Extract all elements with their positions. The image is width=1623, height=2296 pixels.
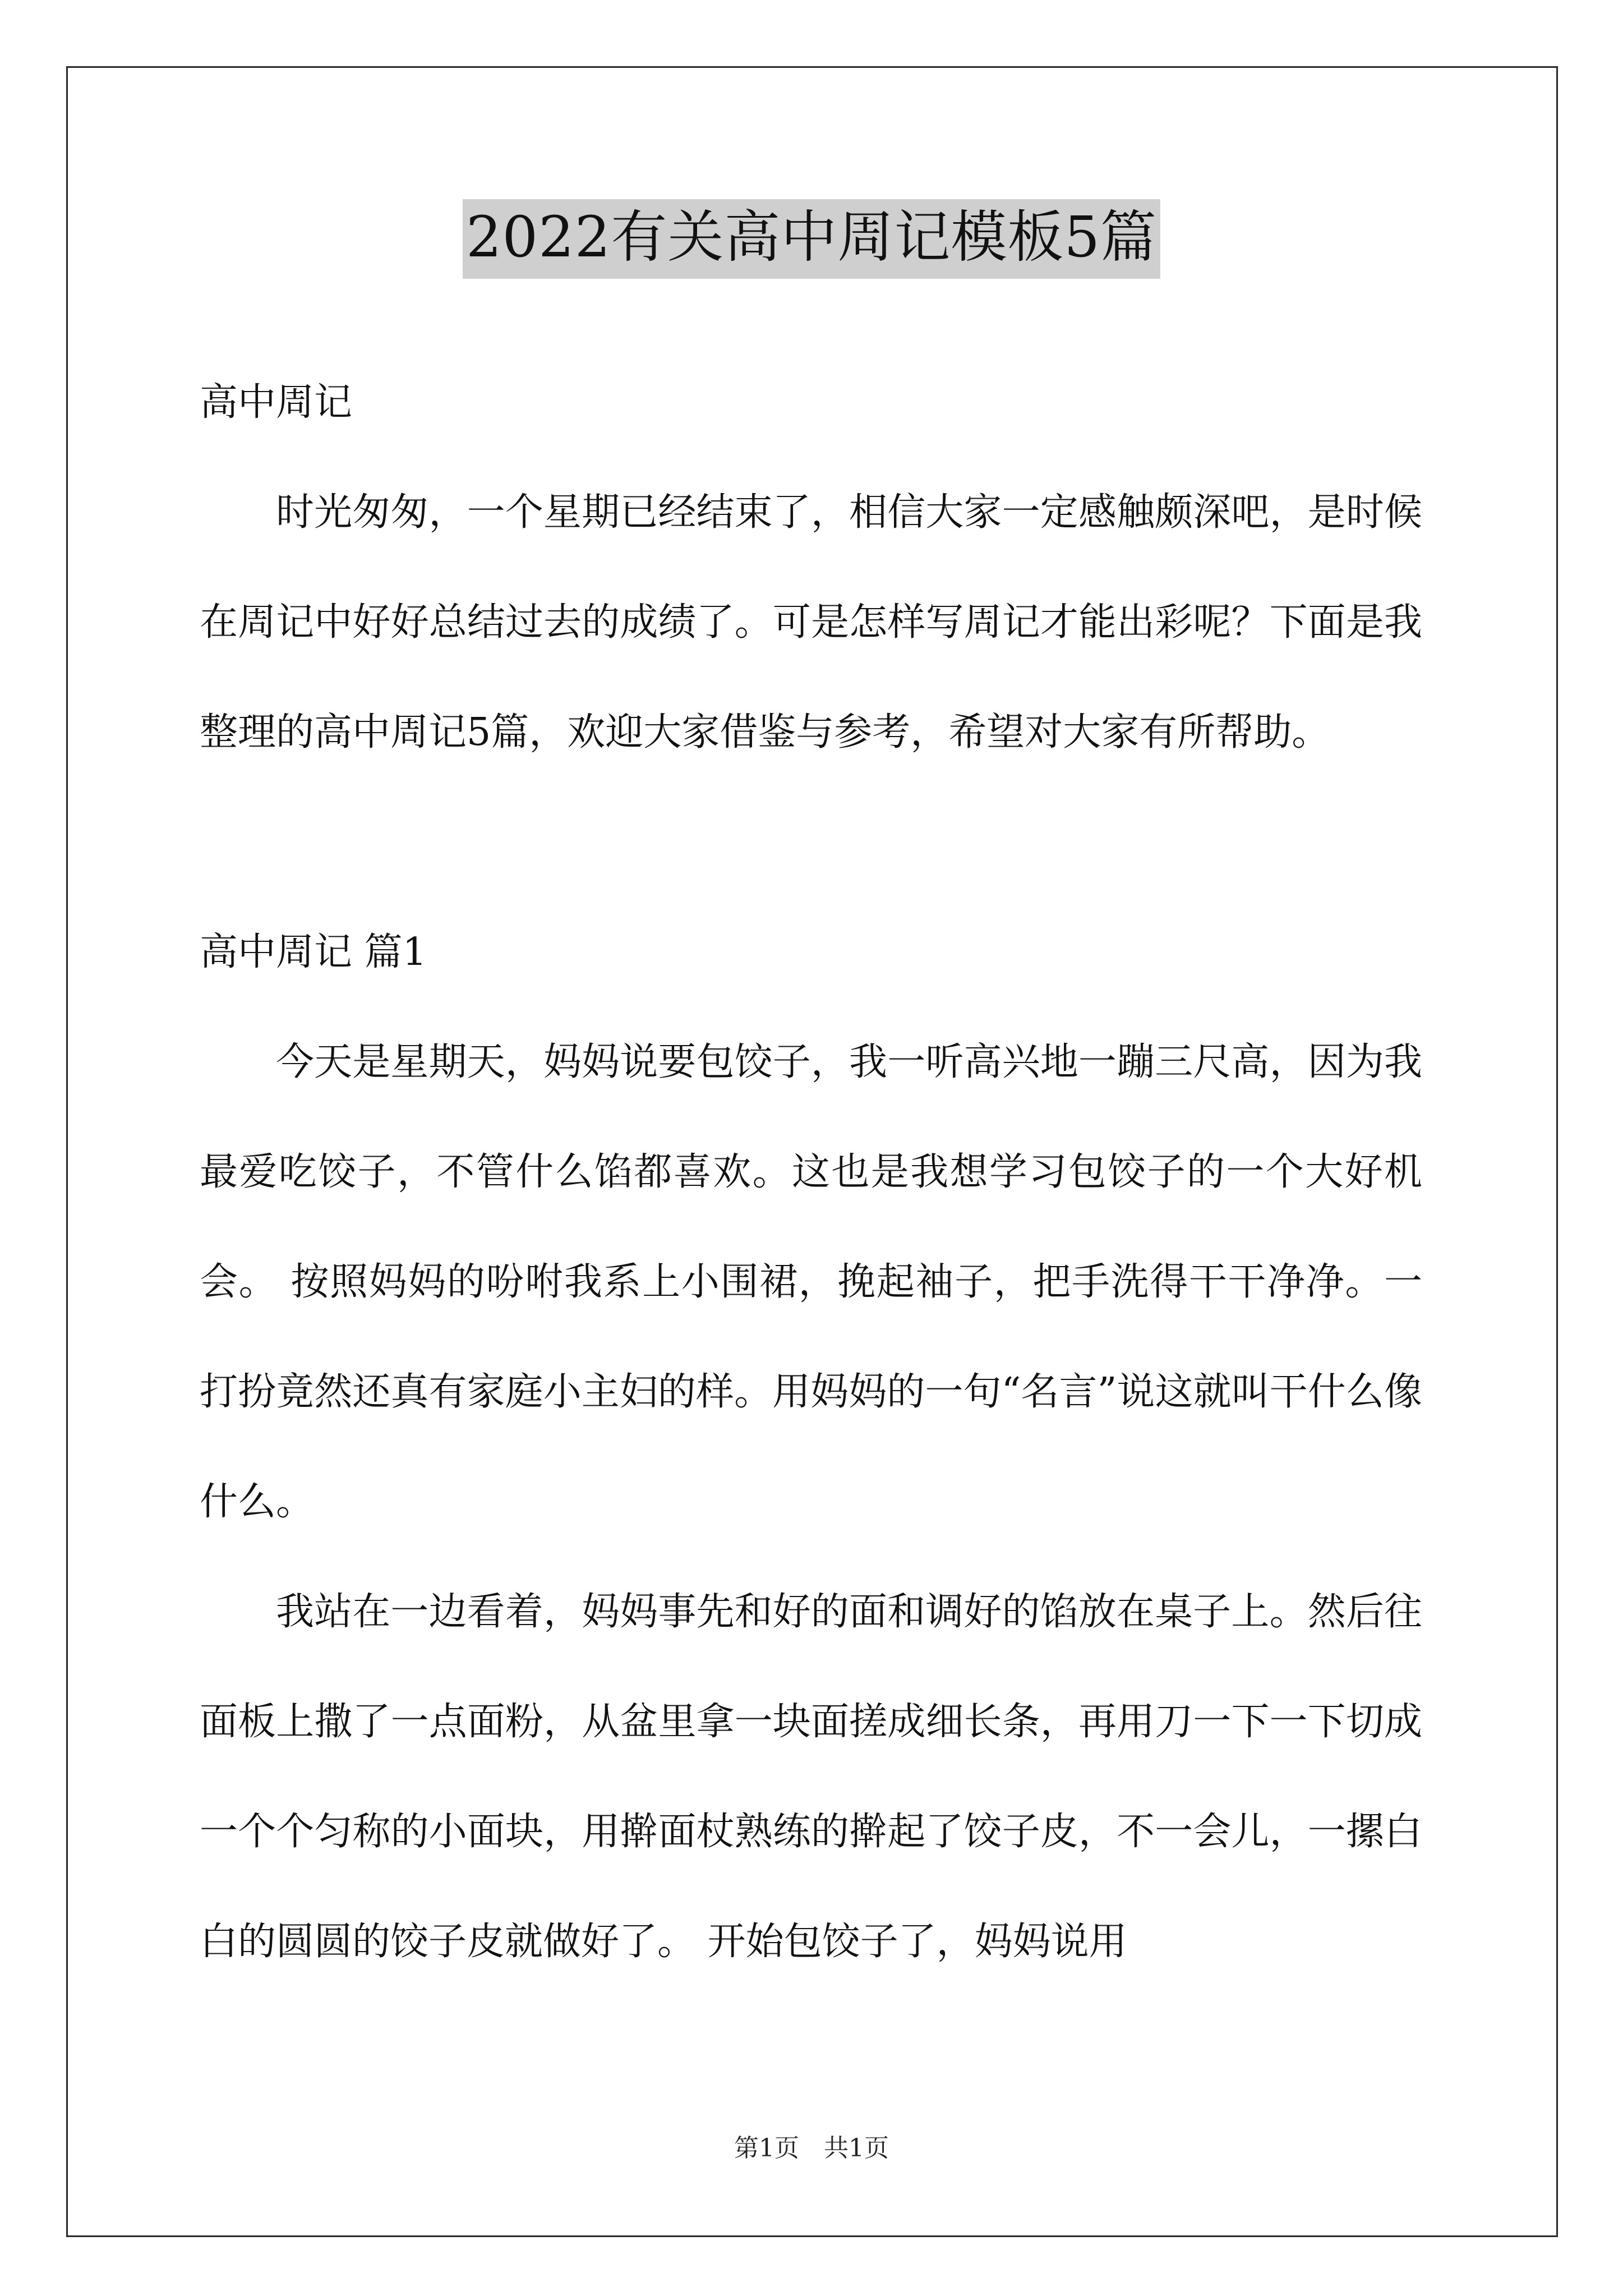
intro-heading: 高中周记: [200, 380, 353, 425]
section-heading: 高中周记 篇1: [200, 930, 427, 974]
body-paragraph: 今天是星期天，妈妈说要包饺子，我一听高兴地一蹦三尺高，因为我最爱吃饺子，不管什么馅都喜欢。这也是我想学习包饺子的一个大好机会。 按照妈妈的吩咐我系上小围裙，挽起袖子，把手洗得干干净净。一打扮竟然还真有家庭小主妇的样。用妈妈的一句“名言”说这就叫干什么像什么。: [200, 1040, 1422, 1524]
body-paragraph: 我站在一边看着，妈妈事先和好的面和调好的馅放在桌子上。然后往面板上撒了一点面粉，从盆里拿一块面搓成细长条，再用刀一下一下切成一个个匀称的小面块，用擀面杖熟练的擀起了饺子皮，不一会儿，一摞白白的圆圆的饺子皮就做好了。 开始包饺子了，妈妈说用: [200, 1590, 1422, 1964]
document-body: [200, 348, 1422, 1997]
page-footer: 第1页 共1页: [734, 2134, 889, 2162]
section-spacer: [200, 788, 1422, 898]
document-title: 2022有关高中周记模板5篇: [463, 199, 1160, 279]
title-container: [0, 199, 1623, 279]
intro-paragraph: 时光匆匆，一个星期已经结束了，相信大家一定感触颇深吧，是时候在周记中好好总结过去的成绩了。可是怎样写周记才能出彩呢？下面是我整理的高中周记5篇，欢迎大家借鉴与参考，希望对大家有所帮助。: [200, 490, 1422, 754]
